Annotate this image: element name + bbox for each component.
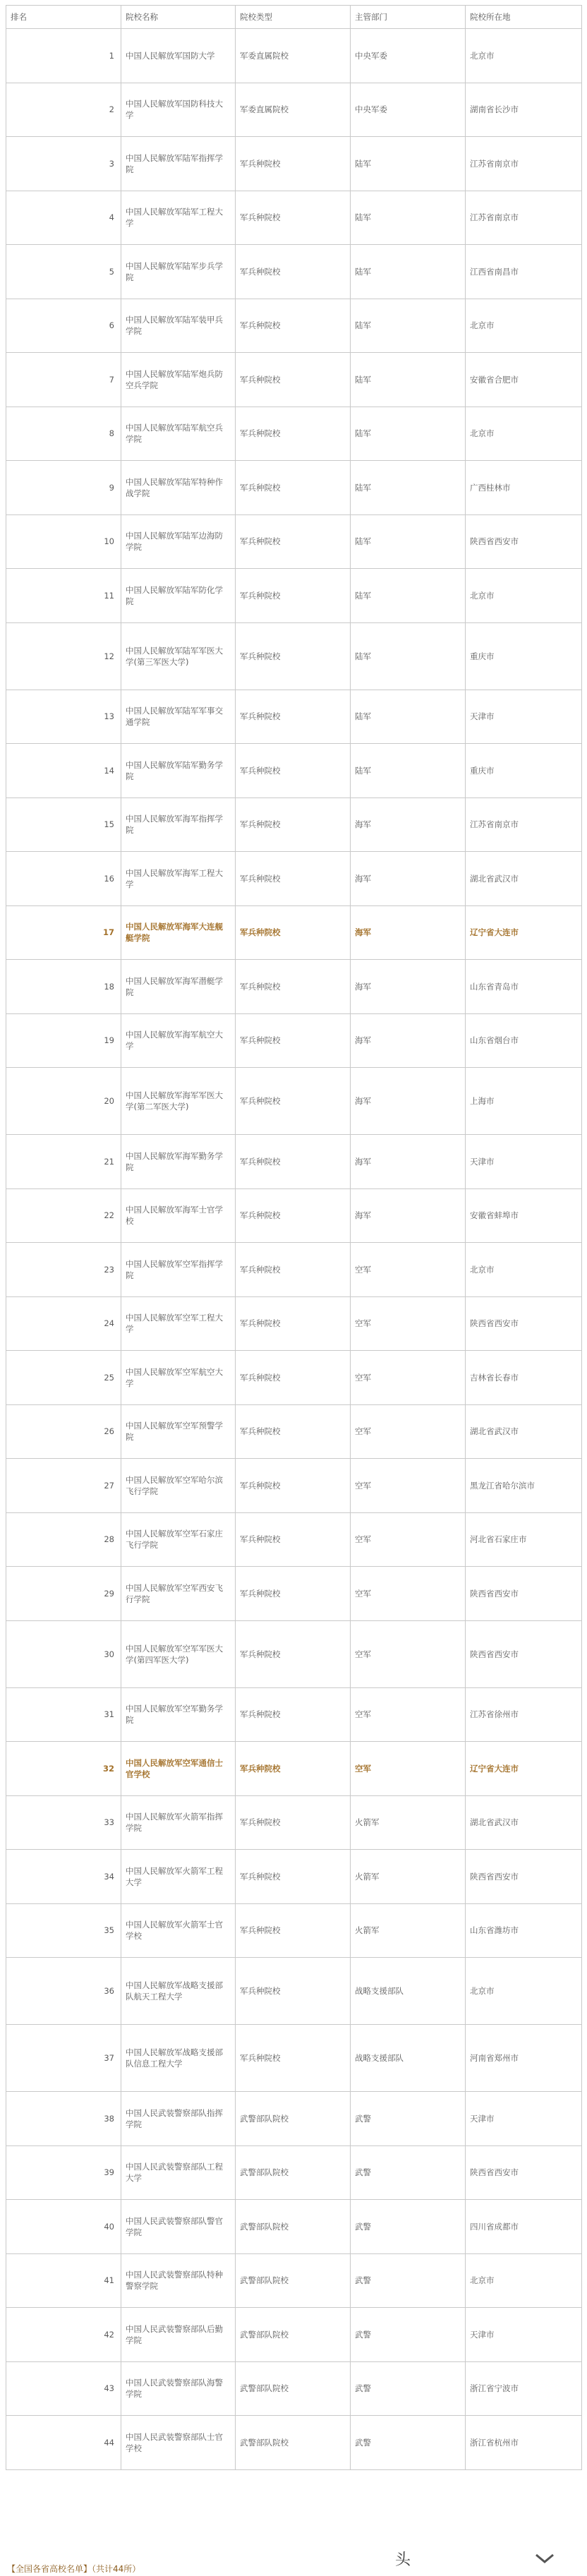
cell-department: 陆军 — [351, 407, 466, 461]
cell-rank: 21 — [6, 1135, 121, 1189]
cell-school-name: 中国人民武装警察部队警官学院 — [121, 2200, 236, 2254]
cell-department: 空军 — [351, 1742, 466, 1796]
cell-school-name: 中国人民解放军空军工程大学 — [121, 1296, 236, 1351]
cell-location: 北京市 — [466, 29, 582, 83]
cell-school-type: 军兵种院校 — [236, 245, 351, 299]
cell-rank: 19 — [6, 1013, 121, 1068]
table-row — [6, 299, 582, 353]
cell-rank: 32 — [6, 1742, 121, 1796]
cell-school-name: 中国人民解放军陆军指挥学院 — [121, 137, 236, 191]
cell-school-name: 中国人民武装警察部队特种警察学院 — [121, 2253, 236, 2308]
cell-department: 武警 — [351, 2092, 466, 2146]
cell-location: 陕西省西安市 — [466, 514, 582, 569]
cell-school-type: 军委直属院校 — [236, 83, 351, 137]
cell-rank: 29 — [6, 1567, 121, 1621]
cell-rank: 24 — [6, 1296, 121, 1351]
cell-school-type: 军兵种院校 — [236, 905, 351, 960]
table-row — [6, 1742, 582, 1796]
cell-school-name: 中国人民解放军海军指挥学院 — [121, 798, 236, 852]
table-row — [6, 191, 582, 245]
table-row — [6, 1850, 582, 1904]
cell-location: 湖北省武汉市 — [466, 1795, 582, 1850]
cell-rank: 40 — [6, 2200, 121, 2254]
cell-rank: 31 — [6, 1687, 121, 1742]
cell-school-name: 中国人民解放军国防大学 — [121, 29, 236, 83]
table-row — [6, 2200, 582, 2254]
cell-rank: 12 — [6, 622, 121, 690]
cell-department: 武警 — [351, 2361, 466, 2416]
cell-department: 海军 — [351, 852, 466, 906]
cell-rank: 4 — [6, 191, 121, 245]
cell-school-name: 中国人民解放军空军西安飞行学院 — [121, 1567, 236, 1621]
cell-school-type: 军兵种院校 — [236, 1068, 351, 1135]
cell-department: 海军 — [351, 1188, 466, 1243]
cell-rank: 34 — [6, 1850, 121, 1904]
table-row — [6, 29, 582, 83]
table-row — [6, 1013, 582, 1068]
header-school-type: 院校类型 — [236, 6, 351, 29]
header-school-name: 院校名称 — [121, 6, 236, 29]
cell-location: 四川省成都市 — [466, 2200, 582, 2254]
cell-school-type: 军兵种院校 — [236, 798, 351, 852]
cell-location: 重庆市 — [466, 622, 582, 690]
cell-school-type: 军兵种院校 — [236, 1567, 351, 1621]
cell-school-type: 军兵种院校 — [236, 2025, 351, 2092]
cell-school-type: 军兵种院校 — [236, 1903, 351, 1958]
cell-school-type: 武警部队院校 — [236, 2308, 351, 2362]
cell-department: 空军 — [351, 1620, 466, 1687]
cell-school-type: 武警部队院校 — [236, 2145, 351, 2200]
cell-school-name: 中国人民解放军海军潜艇学院 — [121, 960, 236, 1014]
cell-rank: 16 — [6, 852, 121, 906]
cell-school-type: 军兵种院校 — [236, 1850, 351, 1904]
table-row — [6, 905, 582, 960]
cell-school-type: 军兵种院校 — [236, 407, 351, 461]
cell-school-name: 中国人民解放军战略支援部队航天工程大学 — [121, 1958, 236, 2025]
table-row — [6, 622, 582, 690]
table-body — [6, 29, 582, 2470]
cell-location: 天津市 — [466, 2092, 582, 2146]
cell-school-name: 中国人民解放军陆军航空兵学院 — [121, 407, 236, 461]
cell-location: 河南省郑州市 — [466, 2025, 582, 2092]
cell-school-type: 军兵种院校 — [236, 1013, 351, 1068]
cell-school-type: 军兵种院校 — [236, 1687, 351, 1742]
table-row — [6, 798, 582, 852]
cell-rank: 15 — [6, 798, 121, 852]
cell-location: 重庆市 — [466, 744, 582, 798]
cell-rank: 43 — [6, 2361, 121, 2416]
cell-department: 陆军 — [351, 690, 466, 744]
cell-location: 湖北省武汉市 — [466, 1404, 582, 1459]
cell-location: 辽宁省大连市 — [466, 905, 582, 960]
cell-location: 江西省南昌市 — [466, 245, 582, 299]
cell-school-name: 中国人民解放军空军哈尔滨飞行学院 — [121, 1459, 236, 1513]
cell-department: 武警 — [351, 2200, 466, 2254]
table-row — [6, 1404, 582, 1459]
cell-location: 江苏省南京市 — [466, 191, 582, 245]
cell-school-name: 中国人民解放军海军士官学校 — [121, 1188, 236, 1243]
table-row — [6, 2361, 582, 2416]
cell-rank: 37 — [6, 2025, 121, 2092]
table-row — [6, 1687, 582, 1742]
cell-school-type: 武警部队院校 — [236, 2253, 351, 2308]
cell-location: 天津市 — [466, 1135, 582, 1189]
table-row — [6, 353, 582, 407]
watermark-text: 头 — [395, 2551, 411, 2569]
table-row — [6, 744, 582, 798]
cell-department: 陆军 — [351, 191, 466, 245]
cell-location: 山东省潍坊市 — [466, 1903, 582, 1958]
cell-department: 火箭军 — [351, 1903, 466, 1958]
cell-school-name: 中国人民解放军陆军边海防学院 — [121, 514, 236, 569]
cell-school-type: 军兵种院校 — [236, 1512, 351, 1567]
cell-location: 安徽省合肥市 — [466, 353, 582, 407]
cell-school-type: 军兵种院校 — [236, 1243, 351, 1297]
cell-rank: 27 — [6, 1459, 121, 1513]
cell-department: 陆军 — [351, 299, 466, 353]
cell-department: 空军 — [351, 1404, 466, 1459]
cell-school-name: 中国人民解放军海军航空大学 — [121, 1013, 236, 1068]
cell-school-type: 军兵种院校 — [236, 514, 351, 569]
table-row — [6, 1567, 582, 1621]
cell-school-name: 中国人民解放军陆军步兵学院 — [121, 245, 236, 299]
cell-department: 战略支援部队 — [351, 1958, 466, 2025]
cell-rank: 30 — [6, 1620, 121, 1687]
cell-location: 江苏省徐州市 — [466, 1687, 582, 1742]
table-row — [6, 1296, 582, 1351]
table-row — [6, 2025, 582, 2092]
table-row — [6, 569, 582, 623]
cell-school-type: 军兵种院校 — [236, 1742, 351, 1796]
cell-location: 北京市 — [466, 407, 582, 461]
cell-location: 黑龙江省哈尔滨市 — [466, 1459, 582, 1513]
cell-location: 广西桂林市 — [466, 461, 582, 515]
table-row — [6, 1135, 582, 1189]
cell-school-name: 中国人民解放军海军大连舰艇学院 — [121, 905, 236, 960]
cell-department: 空军 — [351, 1243, 466, 1297]
cell-school-name: 中国人民解放军陆军特种作战学院 — [121, 461, 236, 515]
cell-location: 湖南省长沙市 — [466, 83, 582, 137]
cell-department: 海军 — [351, 1068, 466, 1135]
cell-rank: 6 — [6, 299, 121, 353]
cell-school-type: 军兵种院校 — [236, 744, 351, 798]
cell-rank: 26 — [6, 1404, 121, 1459]
cell-school-name: 中国人民武装警察部队指挥学院 — [121, 2092, 236, 2146]
table-row — [6, 407, 582, 461]
cell-rank: 38 — [6, 2092, 121, 2146]
cell-rank: 42 — [6, 2308, 121, 2362]
cell-department: 陆军 — [351, 137, 466, 191]
cell-rank: 13 — [6, 690, 121, 744]
cell-rank: 3 — [6, 137, 121, 191]
cell-location: 陕西省西安市 — [466, 1296, 582, 1351]
cell-department: 中央军委 — [351, 29, 466, 83]
cell-school-name: 中国人民解放军陆军军事交通学院 — [121, 690, 236, 744]
cell-school-type: 军兵种院校 — [236, 1620, 351, 1687]
table-row — [6, 1958, 582, 2025]
table-row — [6, 1188, 582, 1243]
cell-rank: 36 — [6, 1958, 121, 2025]
school-ranking-table — [6, 5, 582, 2470]
cell-school-name: 中国人民解放军海军工程大学 — [121, 852, 236, 906]
cell-department: 陆军 — [351, 245, 466, 299]
cell-location: 湖北省武汉市 — [466, 852, 582, 906]
cell-school-type: 军兵种院校 — [236, 690, 351, 744]
cell-department: 陆军 — [351, 744, 466, 798]
cell-rank: 11 — [6, 569, 121, 623]
cell-school-type: 武警部队院校 — [236, 2416, 351, 2470]
cell-school-name: 中国人民解放军陆军装甲兵学院 — [121, 299, 236, 353]
cell-department: 空军 — [351, 1351, 466, 1405]
cell-rank: 23 — [6, 1243, 121, 1297]
table-row — [6, 2092, 582, 2146]
table-header-row — [6, 6, 582, 29]
cell-department: 空军 — [351, 1296, 466, 1351]
cell-department: 中央军委 — [351, 83, 466, 137]
table-row — [6, 960, 582, 1014]
cell-department: 海军 — [351, 798, 466, 852]
cell-location: 北京市 — [466, 1243, 582, 1297]
cell-location: 天津市 — [466, 2308, 582, 2362]
table-row — [6, 1903, 582, 1958]
table-row — [6, 1243, 582, 1297]
cell-department: 海军 — [351, 905, 466, 960]
cell-school-name: 中国人民解放军空军航空大学 — [121, 1351, 236, 1405]
cell-school-type: 军兵种院校 — [236, 353, 351, 407]
cell-department: 空军 — [351, 1567, 466, 1621]
cell-school-name: 中国人民武装警察部队士官学校 — [121, 2416, 236, 2470]
table-row — [6, 461, 582, 515]
cell-rank: 25 — [6, 1351, 121, 1405]
cell-location: 北京市 — [466, 1958, 582, 2025]
table-row — [6, 1068, 582, 1135]
cell-rank: 39 — [6, 2145, 121, 2200]
collapse-corner-icon — [531, 2549, 559, 2570]
cell-rank: 20 — [6, 1068, 121, 1135]
cell-school-type: 军兵种院校 — [236, 1459, 351, 1513]
cell-school-type: 军兵种院校 — [236, 622, 351, 690]
cell-rank: 28 — [6, 1512, 121, 1567]
cell-school-name: 中国人民解放军陆军军医大学(第三军医大学) — [121, 622, 236, 690]
cell-school-type: 军兵种院校 — [236, 1188, 351, 1243]
cell-rank: 44 — [6, 2416, 121, 2470]
cell-department: 武警 — [351, 2308, 466, 2362]
table-row — [6, 690, 582, 744]
table-row — [6, 1351, 582, 1405]
cell-school-name: 中国人民解放军海军勤务学院 — [121, 1135, 236, 1189]
table-row — [6, 83, 582, 137]
cell-rank: 7 — [6, 353, 121, 407]
table-row — [6, 2253, 582, 2308]
cell-school-name: 中国人民解放军火箭军士官学校 — [121, 1903, 236, 1958]
cell-location: 浙江省杭州市 — [466, 2416, 582, 2470]
cell-school-type: 武警部队院校 — [236, 2200, 351, 2254]
table-row — [6, 2416, 582, 2470]
cell-location: 浙江省宁波市 — [466, 2361, 582, 2416]
table-row — [6, 137, 582, 191]
cell-department: 海军 — [351, 1013, 466, 1068]
cell-department: 空军 — [351, 1459, 466, 1513]
table-row — [6, 2145, 582, 2200]
cell-department: 海军 — [351, 960, 466, 1014]
cell-rank: 35 — [6, 1903, 121, 1958]
cell-department: 战略支援部队 — [351, 2025, 466, 2092]
cell-school-type: 军兵种院校 — [236, 299, 351, 353]
cell-department: 陆军 — [351, 569, 466, 623]
header-rank: 排名 — [6, 6, 121, 29]
table-row — [6, 2308, 582, 2362]
cell-school-name: 中国人民解放军空军预警学院 — [121, 1404, 236, 1459]
footer-caption: 【全国各省高校名单】（共计44所） — [7, 2564, 141, 2574]
table-row — [6, 1620, 582, 1687]
cell-location: 安徽省蚌埠市 — [466, 1188, 582, 1243]
cell-rank: 41 — [6, 2253, 121, 2308]
cell-school-name: 中国人民解放军火箭军指挥学院 — [121, 1795, 236, 1850]
cell-school-name: 中国人民解放军陆军防化学院 — [121, 569, 236, 623]
cell-rank: 10 — [6, 514, 121, 569]
cell-school-name: 中国人民解放军空军军医大学(第四军医大学) — [121, 1620, 236, 1687]
cell-rank: 17 — [6, 905, 121, 960]
cell-location: 江苏省南京市 — [466, 798, 582, 852]
cell-school-name: 中国人民解放军战略支援部队信息工程大学 — [121, 2025, 236, 2092]
cell-department: 陆军 — [351, 461, 466, 515]
cell-school-name: 中国人民解放军陆军炮兵防空兵学院 — [121, 353, 236, 407]
cell-school-name: 中国人民解放军空军通信士官学校 — [121, 1742, 236, 1796]
table-row — [6, 1512, 582, 1567]
cell-department: 武警 — [351, 2253, 466, 2308]
cell-location: 天津市 — [466, 690, 582, 744]
cell-location: 陕西省西安市 — [466, 1620, 582, 1687]
cell-school-name: 中国人民武装警察部队工程大学 — [121, 2145, 236, 2200]
cell-location: 北京市 — [466, 2253, 582, 2308]
cell-rank: 22 — [6, 1188, 121, 1243]
cell-location: 辽宁省大连市 — [466, 1742, 582, 1796]
cell-rank: 2 — [6, 83, 121, 137]
cell-rank: 14 — [6, 744, 121, 798]
cell-school-type: 军兵种院校 — [236, 191, 351, 245]
cell-rank: 1 — [6, 29, 121, 83]
cell-school-name: 中国人民解放军海军军医大学(第二军医大学) — [121, 1068, 236, 1135]
cell-location: 陕西省西安市 — [466, 1850, 582, 1904]
cell-school-type: 军兵种院校 — [236, 137, 351, 191]
cell-location: 江苏省南京市 — [466, 137, 582, 191]
cell-location: 陕西省西安市 — [466, 1567, 582, 1621]
cell-school-name: 中国人民武装警察部队后勤学院 — [121, 2308, 236, 2362]
cell-department: 陆军 — [351, 514, 466, 569]
table-row — [6, 852, 582, 906]
cell-location: 河北省石家庄市 — [466, 1512, 582, 1567]
cell-school-type: 军兵种院校 — [236, 461, 351, 515]
cell-location: 北京市 — [466, 299, 582, 353]
cell-department: 陆军 — [351, 622, 466, 690]
cell-location: 山东省烟台市 — [466, 1013, 582, 1068]
cell-school-type: 军兵种院校 — [236, 1135, 351, 1189]
cell-school-type: 军兵种院校 — [236, 1351, 351, 1405]
cell-department: 火箭军 — [351, 1850, 466, 1904]
cell-location: 吉林省长春市 — [466, 1351, 582, 1405]
cell-school-type: 军兵种院校 — [236, 852, 351, 906]
cell-department: 空军 — [351, 1687, 466, 1742]
cell-school-type: 军兵种院校 — [236, 1795, 351, 1850]
cell-location: 上海市 — [466, 1068, 582, 1135]
cell-rank: 8 — [6, 407, 121, 461]
cell-rank: 33 — [6, 1795, 121, 1850]
table-row — [6, 1795, 582, 1850]
cell-rank: 5 — [6, 245, 121, 299]
cell-department: 陆军 — [351, 353, 466, 407]
cell-school-type: 武警部队院校 — [236, 2361, 351, 2416]
cell-rank: 18 — [6, 960, 121, 1014]
cell-school-name: 中国人民武装警察部队海警学院 — [121, 2361, 236, 2416]
cell-department: 火箭军 — [351, 1795, 466, 1850]
cell-school-name: 中国人民解放军陆军工程大学 — [121, 191, 236, 245]
cell-school-name: 中国人民解放军空军指挥学院 — [121, 1243, 236, 1297]
cell-department: 空军 — [351, 1512, 466, 1567]
cell-school-name: 中国人民解放军空军勤务学院 — [121, 1687, 236, 1742]
cell-school-type: 军兵种院校 — [236, 1958, 351, 2025]
cell-school-name: 中国人民解放军空军石家庄飞行学院 — [121, 1512, 236, 1567]
cell-school-type: 武警部队院校 — [236, 2092, 351, 2146]
cell-location: 北京市 — [466, 569, 582, 623]
table-row — [6, 514, 582, 569]
header-location: 院校所在地 — [466, 6, 582, 29]
table-row — [6, 245, 582, 299]
cell-school-name: 中国人民解放军陆军勤务学院 — [121, 744, 236, 798]
header-department: 主管部门 — [351, 6, 466, 29]
cell-rank: 9 — [6, 461, 121, 515]
cell-school-type: 军兵种院校 — [236, 569, 351, 623]
cell-school-name: 中国人民解放军火箭军工程大学 — [121, 1850, 236, 1904]
cell-school-type: 军委直属院校 — [236, 29, 351, 83]
cell-department: 武警 — [351, 2145, 466, 2200]
cell-location: 陕西省西安市 — [466, 2145, 582, 2200]
cell-school-type: 军兵种院校 — [236, 1404, 351, 1459]
cell-school-name: 中国人民解放军国防科技大学 — [121, 83, 236, 137]
cell-school-type: 军兵种院校 — [236, 960, 351, 1014]
cell-department: 武警 — [351, 2416, 466, 2470]
cell-location: 山东省青岛市 — [466, 960, 582, 1014]
table-row — [6, 1459, 582, 1513]
cell-department: 海军 — [351, 1135, 466, 1189]
cell-school-type: 军兵种院校 — [236, 1296, 351, 1351]
